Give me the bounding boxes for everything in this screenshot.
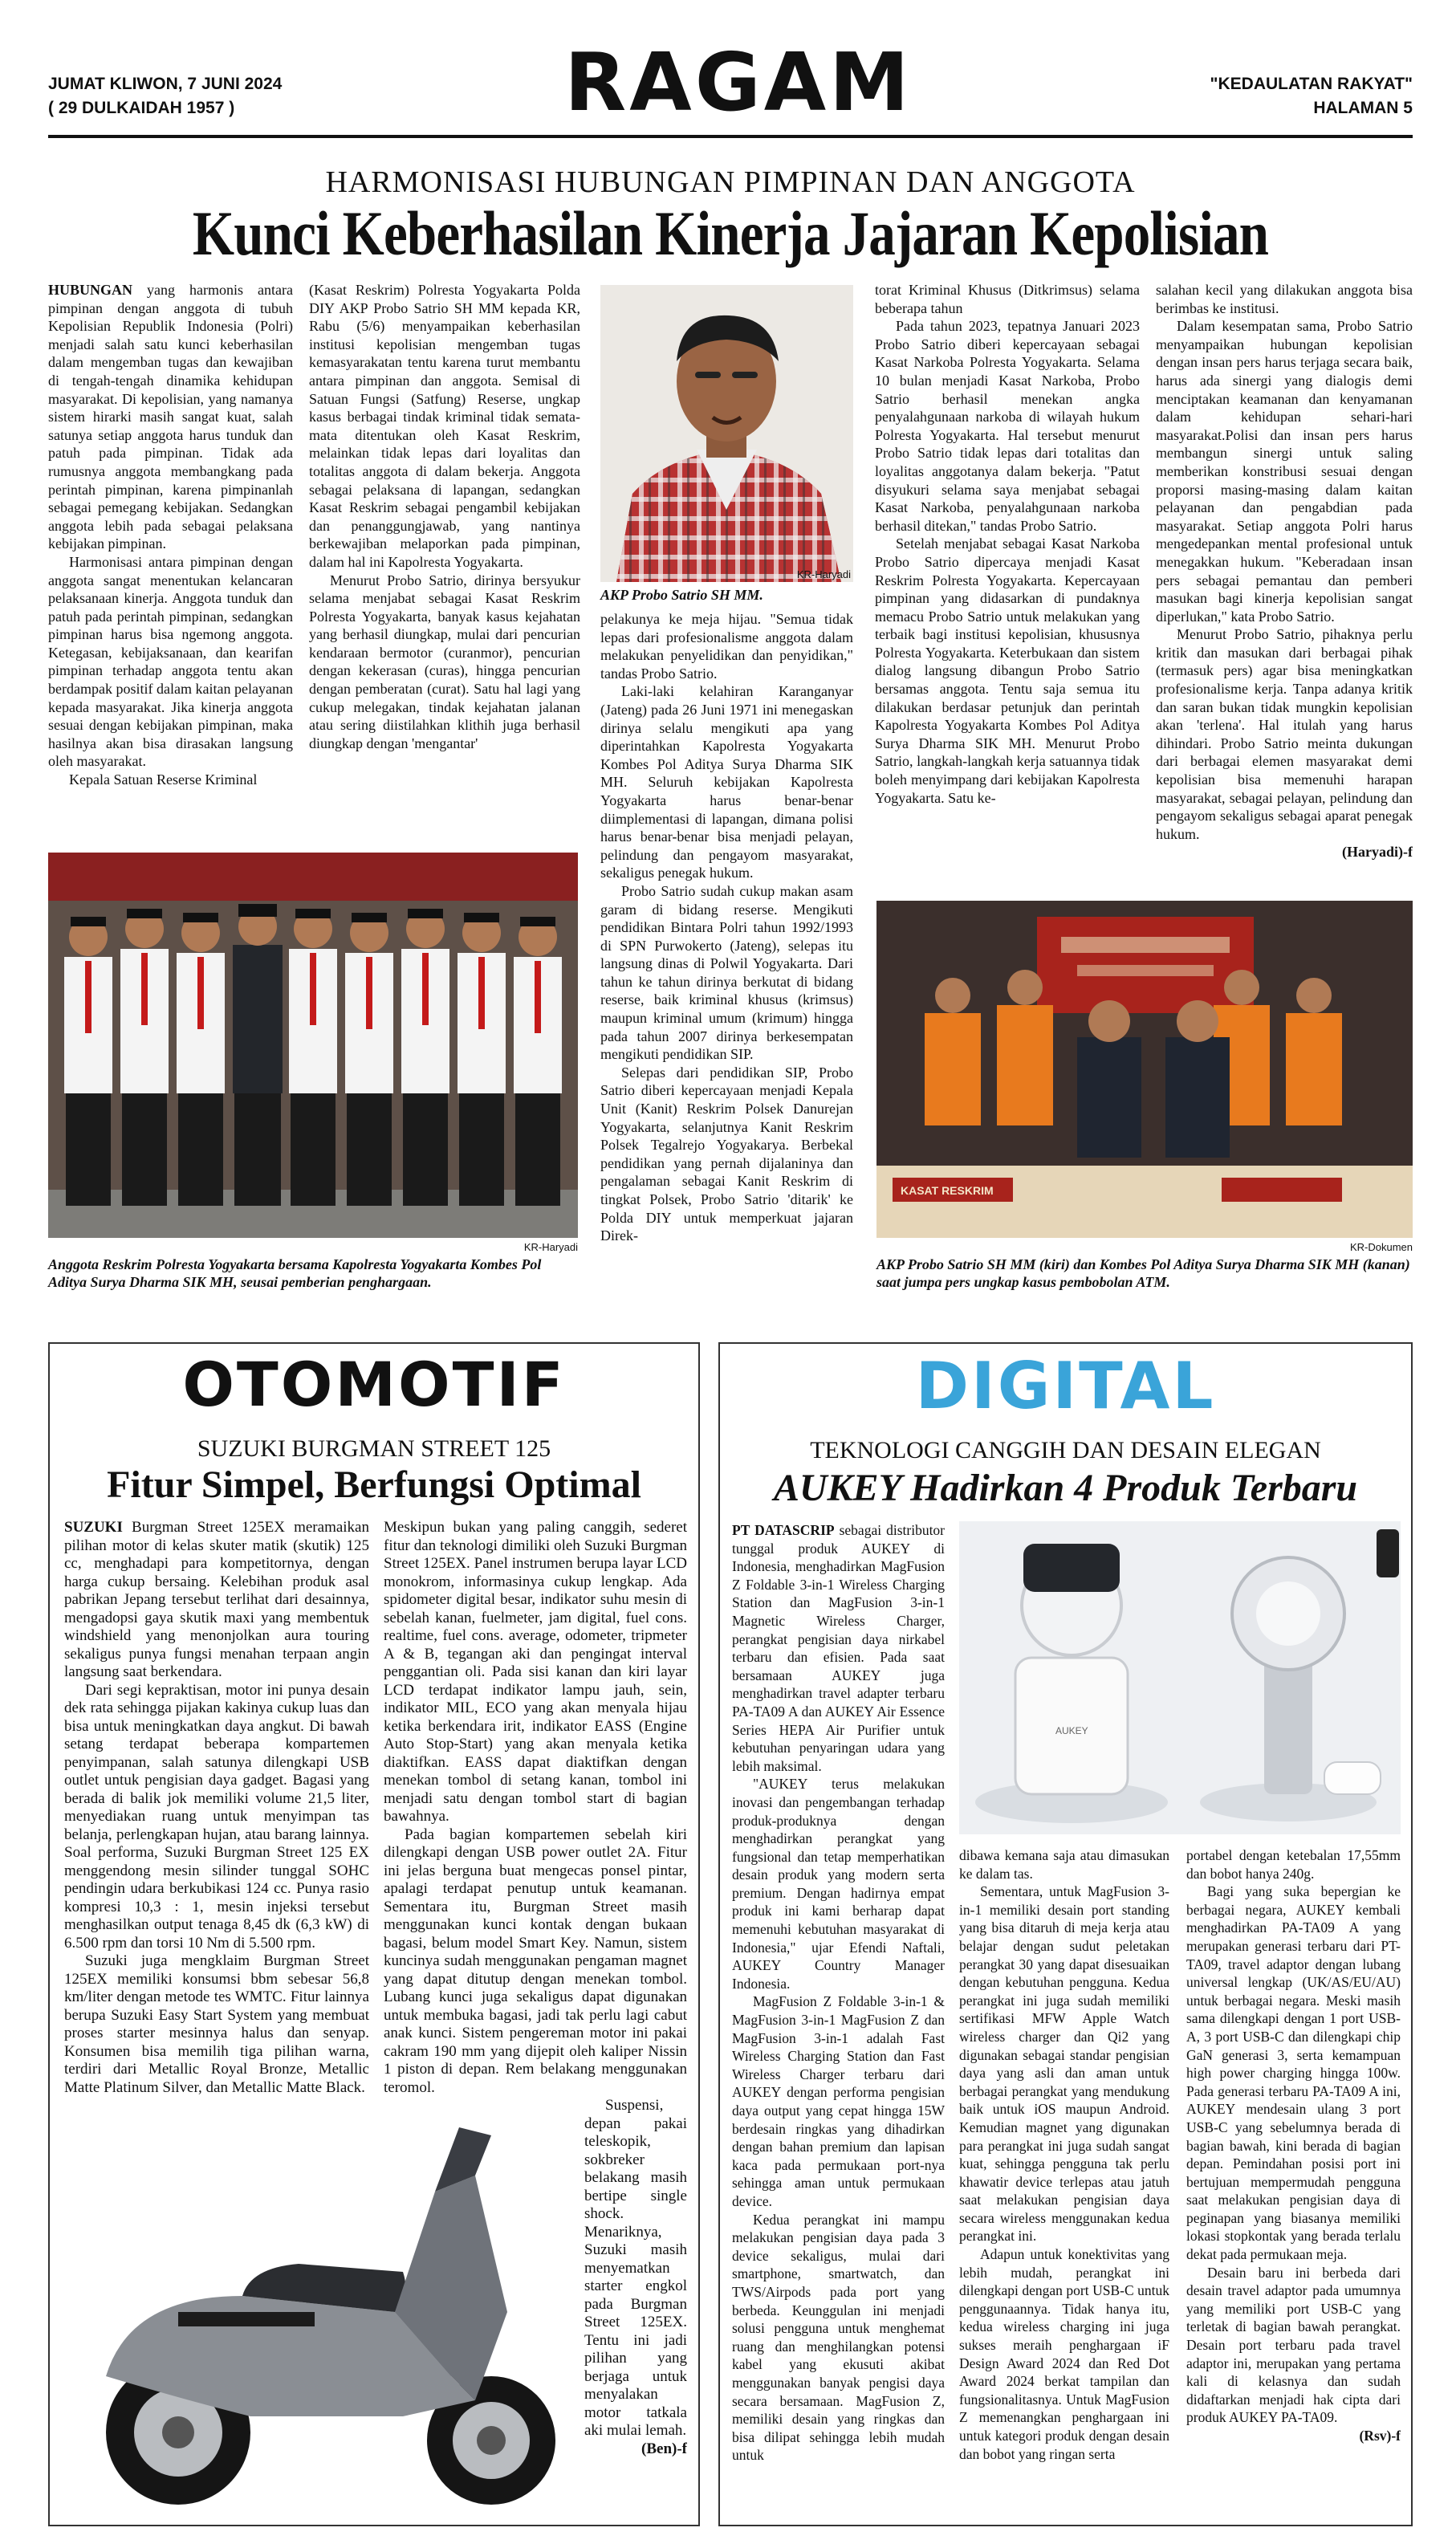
masthead-divider [48,135,1413,138]
paragraph: Menurut Probo Satrio, pihaknya perlu kritik dan masukan dari berbagai pihak (termasuk pers) agar bisa meningkatkan profesionalisme kerja. Tanpa adanya kritik dan saran bukan tidak mungkin kepolisian akan 'terlena'. Hal itulah yang harus dihindari. Probo Satrio meinta dukungan dari berbagai elemen masyarakat demi kepolisian bisa memenuhi harapan masyarakat, sebagai pelayan, pelindung dan pengayom sekaligus sebagai aparat penegak hukum. [1156,626,1413,842]
masthead-right [1210,72,1413,120]
group-photo [48,853,578,1238]
main-column-1 [48,281,293,831]
main-column-3 [600,610,853,1302]
lead-word: PT DATASCRIP [732,1522,835,1538]
main-column-2 [309,281,580,831]
paragraph: Laki-laki kelahiran Karanganyar (Jateng) pada 26 Juni 1971 ini menegaskan dirinya selalu mengikuti apa yang diperintahkan Kapolresta Yogyakarta Kombes Pol Aditya Surya Dharma SIK MH. Seluruh kebijakan Kapolresta Yogyakarta harus benar-benar diimplementasi di lapangan, dimana polisi harus benar-benar bisa menjadi pelayan, pelindung dan pengayom masyarakat, sekaligus penegak hukum. [600,683,853,881]
hijri-line: ( 29 DULKAIDAH 1957 ) [48,99,235,117]
page-number: HALAMAN 5 [1313,99,1413,117]
digital-column-1 [732,1521,945,2517]
byline: (Ben)-f [641,2440,687,2457]
paragraph: Meskipun bukan yang paling canggih, sederet fitur dan teknologi dimiliki oleh Suzuki Burgman Street 125EX. Panel instrumen berupa layar LCD monokrom, informasinya cukup lengkap. Ada spidometer digital besar, indikator suhu mesin di sebelah kanan, fuelmeter, jam digital, fuel cons. realtime, fuel cons. average, odometer, tripmeter A & B, tegangan aki dan pengingat interval penggantian oli. Pada sisi kanan dan kiri layar LCD terdapat indikator lampu jauh, sein, indikator MIL, ECO yang akan menyala hijau ketika berkendara irit, indikator EASS (Engine Auto Stop-Start) yang akan menyala ketika diaktifkan. EASS dapat diaktifkan dengan menekan tombol di setang kanan, tombol ini menjadi satu dengan tombol start di bagian bawahnya. [384,1519,687,1825]
paragraph: MagFusion Z Foldable 3-in-1 & MagFusion 3-in-1 MagFusion Z dan MagFusion 3-in-1 adalah Fast Wireless Charging Station dan Fast Wireless Charger terbaru dari AUKEY dengan performa pengisian daya output yang cepat hingga 15W berdesain ringkas yang dihadirkan dengan bahan premium dan lapisan kaca pada permukaan port-nya sehingga aman untuk permukaan device. [732,1993,945,2209]
otomotif-section-title: OTOMOTIF [182,1349,566,1420]
byline: (Rsv)-f [1359,2428,1401,2444]
paragraph: Dari segi kepraktisan, motor ini punya desain dek rata sehingga pijakan kakinya cukup luas dan bisa untuk meningkatkan daya angkut. Di bawah setang terdapat beberapa kompartemen penyimpanan, salah satunya dilengkapi USB outlet untuk pengisian daya gadget. Bagasi yang berada di balik jok memiliki volume 21,5 liter, menyediakan ruang untuk menyimpan tas belanja, perlengkapan hujan, atau barang lainnya. Soal performa, Suzuki Burgman Street 125 EX menggendong mesin silinder tunggal SOHC pendingin udara berkubikasi 124 cc. Punya rasio kompresi 10,3 : 1, mesin injeksi tersebut menghasilkan output tenaga 8,45 dk (6,3 kW) di 6.500 rpm dan torsi 10 Nm di 5.500 rpm. [64,1681,369,1952]
digital-column-3 [1186,1846,1401,2517]
lead-word: SUZUKI [64,1519,123,1536]
main-headline: Kunci Keberhasilan Kinerja Jajaran Kepolisian [192,198,1269,268]
motto: "KEDAULATAN RAKYAT" [1210,75,1413,93]
paragraph: yang harmonis antara pimpinan dengan anggota di tubuh Kepolisian Republik Indonesia (Polri) menjadi salah satu kunci keberhasilan dalam mengemban tugas dan kewajiban di tengah-tengah dinamika kehidupan masyarakat. Di kepolisian, yang namanya sistem hirarki masih sangat kuat, salah satunya setiap anggota harus tunduk dan patuh pada pimpinan. Tidak ada rumusnya anggota membangkang pada perintah pimpinan, karena pimpinanlah sebagai pemegang kebijakan. Sedangkan anggota lebih pada sebagai pelaksana kebijakan pimpinan. [48,282,293,552]
otomotif-headline: Fitur Simpel, Berfungsi Optimal [107,1463,641,1506]
digital-column-2 [959,1846,1169,2517]
paragraph: Setelah menjabat sebagai Kasat Narkoba Probo Satrio dipercaya menjadi Kasat Reskrim Polresta Yogyakarta. Kepercayaan pimpinan yang didasarkan di pundaknya memacu Probo Satrio untuk melakukan yang terbaik bagi institusi kepolisian, khususnya Polresta Yogyakarta. Keterbukaan dan sistem dialog langsung dibangun Probo Satrio bersamas anggota. Tentu saja semua itu dilakukan berdasar petunjuk dan perintah Kapolresta Yogyakarta Kombes Pol Aditya Surya Dharma SIK MH. Menurut Probo Satrio, langkah-langkah kerja satuannya tidak boleh menyimpang dari kebijakan Kapolresta Yogyakarta. Satu ke- [875,535,1140,806]
products-photo [959,1521,1401,1834]
paragraph: Suspensi, depan pakai teleskopik, sokbreker belakang masih bertipe single shock. Menariknya, Suzuki masih menyematkan starter engkol pada Burgman Street 125EX. Tentu ini jadi pilihan yang berjaga untuk menyalakan motor tatkala aki mulai lemah. [584,2097,687,2439]
digital-kicker: TEKNOLOGI CANGGIH DAN DESAIN ELEGAN [810,1437,1321,1463]
main-column-4 [875,281,1140,879]
masthead [48,24,1413,136]
paragraph: Pada bagian kompartemen sebelah kiri dilengkapi dengan USB power outlet 2A. Fitur ini jelas berguna buat mengecas ponsel pintar, apalagi terdapat penutup untuk keamanan. Sementara itu, Burgman Street masih menggunakan kunci kontak dengan bukaan bagasi, belum model Smart Key. Namun, sistem kuncinya sudah menggunakan pengaman magnet yang dapat ditutup dengan menekan tombol. Lubang kunci juga sekaligus dapat digunakan untuk membuka bagasi, jadi tak perlu lagi cabut anak kunci. Sistem pengereman motor ini pakai cakram 190 mm yang dijepit oleh kaliper Nissin 1 piston di depan. Rem belakang menggunakan teromol. [384,1826,687,2096]
masthead-date [48,72,282,120]
main-column-5 [1156,281,1413,895]
press-conference-photo [876,901,1413,1238]
paragraph: Suzuki juga mengklaim Burgman Street 125EX memiliki konsumsi bbm sebesar 56,8 km/liter dengan metode tes WMTC. Fitur lainnya berupa Suzuki Easy Start System yang membuat proses starter mesinnya halus dan senyap. Konsumen bisa memilih tiga pilihan warna, terdiri dari Metallic Royal Bronze, Metallic Matte Platinum Silver, dan Metallic Matte Black. [64,1952,369,2096]
paragraph: Adapun untuk konektivitas yang lebih mudah, perangkat ini dilengkapi dengan port USB-C untuk penggunaannya. Tidak hanya itu, kedua wireless charging ini juga sukses meraih penghargaan iF Design Award 2024 dan Red Dot Award 2024 berkat tampilan dan fungsionalitasnya. Untuk MagFusion Z memenangkan penghargaan ini untuk kategori produk dengan desain dan bobot yang ringan serta [959,2246,1169,2462]
paragraph: dibawa kemana saja atau dimasukan ke dalam tas. [959,1847,1169,1882]
paragraph: sebagai distributor tunggal produk AUKEY di Indonesia, menghadirkan MagFusion Z Foldable 3-in-1 Wireless Charging Station dan MagFusion 3-in-1 Magnetic Wireless Charger, perangkat pengisian daya nirkabel terbaru dan efisien. Pada saat bersamaan AUKEY juga menghadirkan travel adapter terbaru PA-TA09 A dan AUKEY Air Essence Series HEPA Air Purifier untuk kebutuhan penyaringan udara yang lebih maksimal. [732,1522,945,1774]
paragraph: Kedua perangkat ini mampu melakukan pengisian daya pada 3 device sekaligus, mulai dari smartphone, smartwatch, dan TWS/Airpods pada port yang berbeda. Keunggulan ini menjadi solusi pengguna untuk menghemat ruang dan menghilangkan potensi kabel yang ekusuti akibat menggunakan banyak pengisi daya secara bersamaan. MagFusion Z, memiliki desain yang ringkas dan bisa dilipat sehingga lebih mudah untuk [732,2211,945,2464]
press-photo-credit: KR-Dokumen [1349,1241,1413,1253]
product-brand-label: AUKEY [1055,1725,1088,1736]
paragraph: "AUKEY terus melakukan inovasi dan pengembangan terhadap produk-produknya dengan menghadirkan perangkat yang fungsional dan tetap memperhatikan desain produk yang modern serta premium. Dengan hadirnya empat produk ini kami berharap dapat memenuhi kebutuhan masyarakat di Indonesia," ujar Efendi Naftali, AUKEY Country Manager Indonesia. [732,1776,945,1992]
portrait-caption: AKP Probo Satrio SH MM. [600,587,763,603]
paragraph: Probo Satrio sudah cukup makan asam garam di bidang reserse. Mengikuti pendidikan Bintara Polri tahun 1992/1993 di SPN Purwokerto (Jateng), selepas itu langsung dinas di Polwil Yogyakarta. Dari tahun ke tahun dirinya berkutat di bidang reserse, baik kriminal khusus (krimsus) maupun kriminal umum (krimum) hingga pada tahun 2007 dirinya berkesempatan mengikuti pendidikan SIP. [600,882,853,1063]
paragraph: Selepas dari pendidikan SIP, Probo Satrio diberi kepercayaan menjadi Kepala Unit (Kanit) Reskrim Polsek Danurejan Yogyakarta, selanjutnya Kanit Reskrim Polsek Tegalrejo Yogyakarya. Berbekal pendidikan yang pernah dijalaninya dan pengalaman sebagai Kanit Reskrim di tingkat Polsek, Probo Satrio 'ditarik' ke Polda DIY untuk memperkuat jajaran Direk- [600,1064,853,1244]
lead-word: HUBUNGAN [48,282,133,298]
paragraph: salahan kecil yang dilakukan anggota bisa berimbas ke institusi. [1156,282,1413,316]
press-photo-caption: AKP Probo Satrio SH MM (kiri) dan Kombes Pol Aditya Surya Dharma SIK MH (kanan) saat jumpa pers ungkap kasus pembobolan ATM. [876,1256,1410,1290]
paragraph: torat Kriminal Khusus (Ditkrimsus) selama beberapa tahun [875,282,1140,316]
portrait-photo [600,285,853,582]
section-logo: RAGAM [564,35,913,129]
paragraph: Bagi yang suka bepergian ke berbagai negara, AUKEY kembali menghadirkan PA-TA09 A yang merupakan generasi terbaru dari PT-TA09, travel adaptor dengan lubang universal lengkap (UK/AS/EU/AU) untuk berbagai negara. Meski masih sama dilengkapi dengan 1 port USB-A, 3 port USB-C dan dilengkapi chip GaN generasi 3, serta kemampuan high power charging hingga 100w. Pada generasi terbaru PA-TA09 A ini, AUKEY mendesain ulang 3 port USB-C yang sebelumnya berada di bagian bawah, kini berada di bagian depan. Pemindahan posisi port ini bertujuan mempermudah pengguna saat melakukan pengisian daya di peginapan yang biasanya memiliki lokasi stopkontak yang berada terlalu dekat pada permukaan meja. [1186,1883,1401,2263]
paragraph: Sementara, untuk MagFusion 3-in-1 memiliki desain port standing yang bisa ditaruh di meja kerja atau belajar dengan sudut peletakan perangkat 30 yang dapat disesuaikan dengan kebutuhan pengguna. Kedua perangkat ini juga sudah memiliki sertifikasi MFW Apple Watch wireless charger dan Qi2 yang digunakan sebagai standar pengisian daya yang asli dan aman untuk berbagai perangkat yang mendukung baik untuk iOS maupun Android. Kemudian magnet yang digunakan para perangkat ini juga sudah sangat kuat, sehingga pengguna tak perlu khawatir device terlepas atau jatuh saat melakukan pengisian daya secara wireless menggunakan kedua perangkat ini. [959,1883,1169,2245]
paragraph: (Kasat Reskrim) Polresta Yogyakarta Polda DIY AKP Probo Satrio SH MM kepada KR, Rabu (5/6) menyampaikan keberhasilan institusi kepolisian mengemban tugas kemasyarakatan tentu karena turut membantu antara pimpinan dan anggota. Semisal di Satuan Fungsi (Satfung) Reserse, ungkap kasus berbagai tindak kriminal tidak semata-mata ditentukan oleh Kasat Reskrim, melainkan tidak lepas dari loyalitas dan totalitas anggota di dalam bekerja. Anggota sebagai pelaksana di lapangan, sedangkan Kasat Reskrim sebagai pengambil kebijakan dan penanggungjawab, yang nantinya berkewajiban melaporkan pada pimpinan, dalam hal ini Kapolresta Yogyakarta. [309,282,580,570]
main-kicker: HARMONISASI HUBUNGAN PIMPINAN DAN ANGGOTA [325,165,1136,199]
scooter-photo [58,2111,580,2513]
byline: (Haryadi)-f [1342,844,1413,861]
paragraph: Dalam kesempatan sama, Probo Satrio menyampaikan hubungan kepolisian dengan insan pers harus terjaga secara baik, harus ada sinergi yang dialogis demi menciptakan keamanan dan kenyamanan dalam kehidupan sehari-hari masyarakat.Polisi dan insan pers harus membangun sinergi untuk saling memberikan konstribusi sesuai dengan proporsi masing-masing dalam kaitan pelayanan dan pengabdian pada masyarakat. Setiap anggota Polri harus mengedepankan mental profesional untuk menegakkan hukum. "Keberadaan insan pers sebagai pemantau dan pemberi masukan bagi kinerja kepolisian sangat diperlukan," kata Probo Satrio. [1156,318,1413,625]
paragraph: pelakunya ke meja hijau. "Semua tidak lepas dari profesionalisme anggota dalam melakukan penyelidikan dan penyidikan," tandas Probo Satrio. [600,611,853,682]
group-photo-credit: KR-Haryadi [523,1241,578,1253]
paragraph: Desain baru ini berbeda dari desain travel adaptor pada umumnya yang memiliki port USB-C yang terletak di bagian bawah perangkat. Desain port terbaru pada travel adaptor ini, merupakan yang pertama kali di kelasnya dan sudah didaftarkan menjadi hak cipta dari produk AUKEY PA-TA09. [1186,2264,1401,2426]
paragraph: Pada tahun 2023, tepatnya Januari 2023 Probo Satrio diberi kepercayaan sebagai Kasat Narkoba Polresta Yogyakarta. Selama 10 bulan menjadi Kasat Narkoba, Probo Satrio berhasil menekan angka penyalahgunaan narkoba di wilayah hukum Polresta Yogyakarta. Hal tersebut menurut Probo Satrio tidak lepas dari totalitas dan loyalitas anggotanya dalam bekerja. "Patut disyukuri selama saya menjabat sebagai Kasat Narkoba, penyalahgunaan narkoba berhasil ditekan," tandas Probo Satrio. [875,318,1140,534]
paragraph: portabel dengan ketebalan 17,55mm dan bobot hanya 240g. [1186,1847,1401,1882]
group-photo-caption: Anggota Reskrim Polresta Yogyakarta bersama Kapolresta Yogyakarta Kombes Pol Aditya Surya Dharma SIK MH, seusai pemberian penghargaan. [48,1256,542,1290]
digital-section-title: DIGITAL [915,1349,1216,1423]
paragraph: Menurut Probo Satrio, dirinya bersyukur selama menjabat sebagai Kasat Reskrim Polresta Yogyakarta, banyak kasus kejahatan yang berhasil diungkap, mulai dari pencurian kendaraan bermotor (curanmor), pencurian dengan kekerasan (curas), hingga pencurian dengan pemberatan (curat). Satu hal lagi yang cukup melegakan, tindak kejahatan jalanan atau sering diistilahkan klithih juga berhasil diungkap dengan 'mengantar' [309,572,580,751]
otomotif-kicker: SUZUKI BURGMAN STREET 125 [197,1435,551,1462]
portrait-credit: KR-Haryadi [796,568,851,580]
digital-headline: AUKEY Hadirkan 4 Produk Terbaru [773,1467,1358,1509]
otomotif-column-1 [64,1519,369,2105]
paragraph: Kepala Satuan Reserse Kriminal [69,771,258,788]
date-line: JUMAT KLIWON, 7 JUNI 2024 [48,75,283,93]
paragraph: Burgman Street 125EX meramaikan pilihan motor di kelas skuter matik (skutik) 125 cc, menghadapi para kompetitornya, dengan harga cukup bersaing. Kelebihan produk asal pabrikan Jepang tersebut terlihat dari desainnya, mengadopsi gaya skutik maxi yang membentuk windshield yang menonjolkan aura touring sekaligus punya fungsi menahan terpaan angin langsung saat berkendara. [64,1519,369,1680]
banner-text: KASAT RESKRIM [901,1184,994,1197]
paragraph: Harmonisasi antara pimpinan dengan anggota sangat menentukan kelancaran pelaksanaan kinerja. Anggota tunduk dan patuh pada perintah pimpinan, sedangkan pimpinan harus bisa ngemong anggota. Ketegasan, kebijaksanaan, dan kearifan pimpinan terhadap anggota tentu akan berdampak positif dalam kaitan pelayanan kepada masyarakat. Jika kinerja anggota sesuai dengan kebijakan pimpinan, maka hasilnya akan bisa dirasakan langsung oleh masyarakat. [48,553,293,770]
